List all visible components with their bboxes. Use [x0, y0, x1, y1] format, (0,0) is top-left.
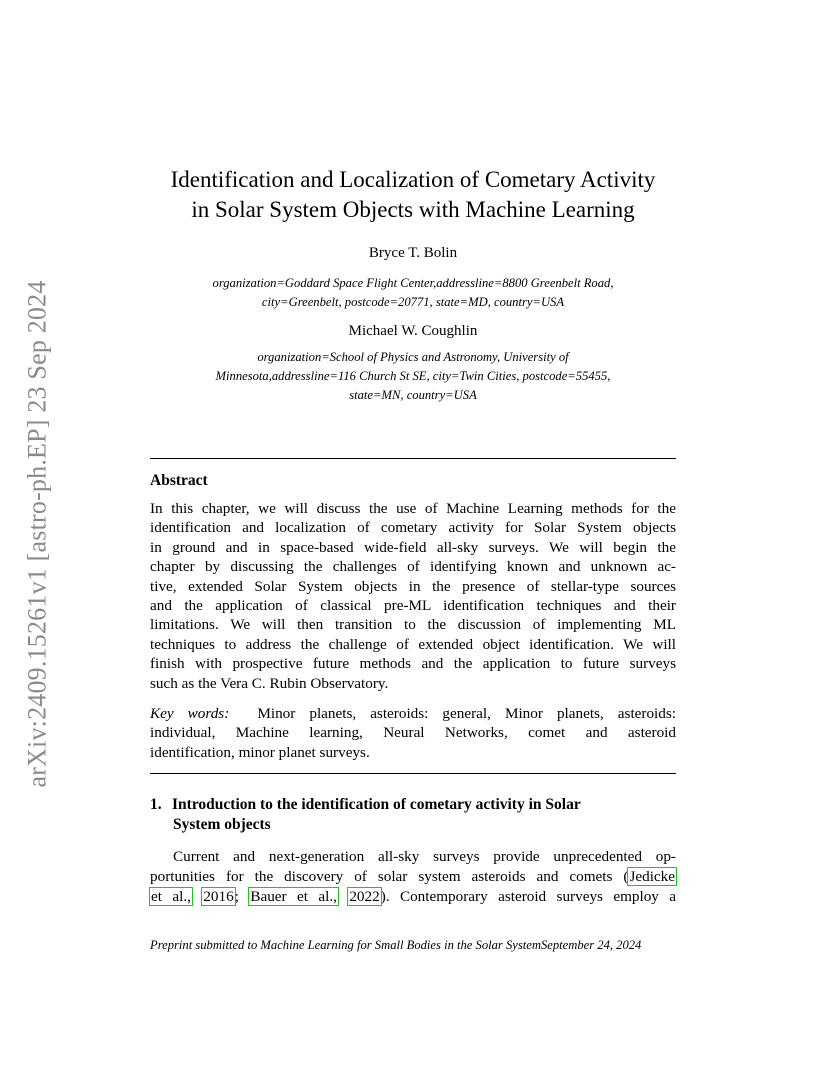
preprint-note: Preprint submitted to Machine Learning for Small Bodies in the Solar System — [150, 938, 541, 952]
abstract-line: in ground and in space-based wide-field all-sky surveys. We will begin the — [150, 538, 676, 556]
affiliation-line: organization=School of Physics and Astronomy, University of — [257, 350, 569, 364]
author-affiliation — [170, 274, 656, 312]
paragraph-line — [150, 887, 676, 907]
paragraph-line — [150, 867, 676, 887]
abstract-line: finish with prospective future methods and the application to future surveys — [150, 655, 676, 673]
paper-title — [150, 165, 676, 225]
paragraph-line: Current and next-generation all-sky surveys provide unprecedented op- — [173, 848, 676, 865]
citation-year-link[interactable]: 2022 — [349, 888, 380, 905]
title-line: Identification and Localization of Cometary Activity — [170, 167, 656, 192]
section-heading — [150, 795, 676, 835]
author-affiliation — [170, 348, 656, 405]
divider — [150, 458, 676, 459]
abstract-line: such as the Vera C. Rubin Observatory. — [150, 674, 389, 692]
keywords-line: identification, minor planet surveys. — [150, 743, 370, 761]
citation-separator: ; — [234, 888, 239, 905]
citation-link-bauer[interactable]: Bauer et al., — [250, 888, 337, 905]
abstract-line: identification and localization of cometary activity for Solar System objects — [150, 519, 676, 537]
preprint-footer — [150, 938, 641, 953]
paragraph-text: portunities for the discovery of solar system asteroids and comets ( — [150, 868, 629, 885]
preprint-date: September 24, 2024 — [540, 938, 642, 952]
divider — [150, 773, 676, 774]
intro-paragraph — [150, 847, 676, 907]
arxiv-stamp — [18, 268, 58, 800]
affiliation-line: state=MN, country=USA — [349, 388, 477, 402]
affiliation-line: organization=Goddard Space Flight Center,addressline=8800 Greenbelt Road, — [212, 276, 614, 290]
keywords-label: Key words: — [150, 705, 230, 722]
citation-year-link[interactable]: 2016 — [203, 888, 234, 905]
section-title-line: Introduction to the identification of cometary activity in Solar — [172, 796, 581, 813]
author-name: Bryce T. Bolin — [368, 245, 458, 261]
abstract-line: and the application of classical pre-ML identification techniques and their — [150, 596, 676, 614]
keywords-line: individual, Machine learning, Neural Networks, comet and asteroid — [150, 724, 676, 742]
abstract-line: chapter by discussing the challenges of identifying known and unknown ac- — [150, 558, 676, 576]
citation-link-jedicke[interactable]: Jedicke — [629, 868, 675, 885]
affiliation-line: Minnesota,addressline=116 Church St SE, city=Twin Cities, postcode=55455, — [215, 369, 611, 383]
section-title-line: System objects — [173, 816, 271, 833]
abstract-line: techniques to address the challenge of extended object identification. We will — [150, 635, 676, 653]
abstract-line: limitations. We will then transition to the discussion of implementing ML — [150, 616, 676, 634]
keywords-line — [150, 704, 676, 723]
section-number: 1. — [150, 796, 162, 813]
affiliation-line: city=Greenbelt, postcode=20771, state=MD, country=USA — [261, 295, 565, 309]
paragraph-text: ). Contemporary asteroid surveys employ a — [380, 888, 677, 905]
abstract-heading: Abstract — [150, 472, 208, 489]
title-line: in Solar System Objects with Machine Learning — [191, 197, 635, 222]
keywords — [150, 704, 676, 762]
abstract-text — [150, 499, 676, 693]
author-name: Michael W. Coughlin — [348, 323, 478, 339]
abstract-line: tive, extended Solar System objects in the presence of stellar-type sources — [150, 577, 676, 595]
arxiv-identifier: arXiv:2409.15261v1 [astro-ph.EP] 23 Sep 2024 — [23, 280, 52, 788]
abstract-line: In this chapter, we will discuss the use of Machine Learning methods for the — [150, 500, 676, 517]
keywords-text: Minor planets, asteroids: general, Minor planets, asteroids: — [257, 705, 676, 722]
citation-link-jedicke[interactable]: et al., — [151, 888, 191, 905]
